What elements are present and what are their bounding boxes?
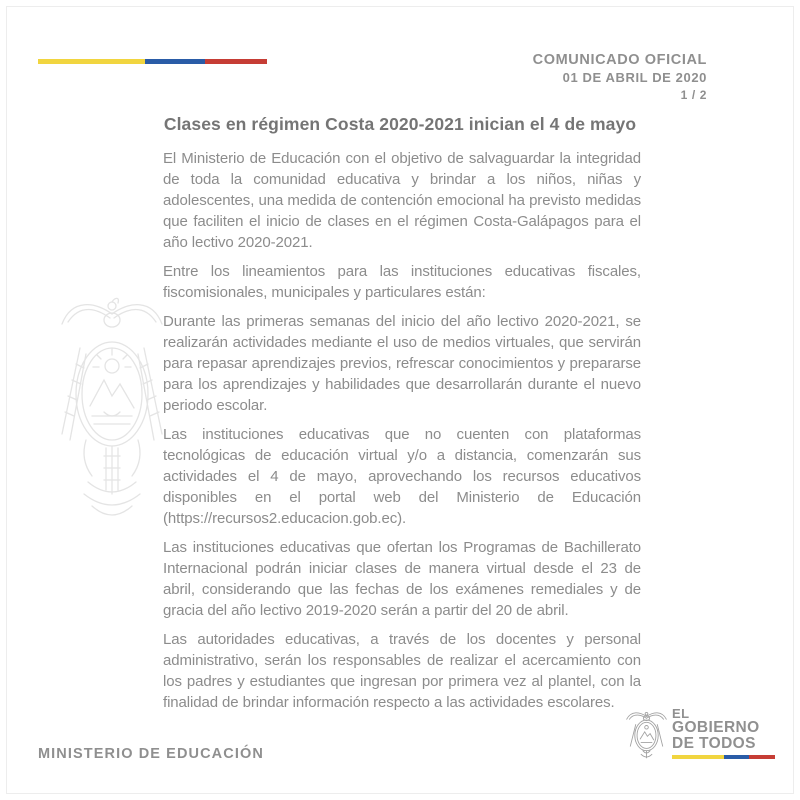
logo-text-line: EL bbox=[672, 706, 690, 721]
body-paragraph: Las instituciones educativas que ofertan los Programas de Bachillerato Internacional podrán iniciar clases de manera virtual desde el 23 de abril, considerando que las fechas de los exámenes remediales y de gracia del año lectivo 2019-2020 serán a partir del 20 de abril. bbox=[163, 539, 641, 619]
body-paragraph: Las instituciones educativas que no cuenten con plataformas tecnológicas de educación virtual y/o a distancia, comenzarán sus actividades el 4 de mayo, aprovechando los recursos educativos disponibles en el portal web del Ministerio de Educación (https://recursos2.educacion.gob.ec). bbox=[163, 426, 641, 527]
logo-text bbox=[672, 707, 775, 759]
logo-text-line: DE TODOS bbox=[672, 735, 756, 752]
flag-red-segment bbox=[749, 755, 775, 759]
communique-date: 01 DE ABRIL DE 2020 bbox=[562, 70, 707, 85]
body-paragraph: Las autoridades educativas, a través de los docentes y personal administrativo, serán los responsables de realizar el acercamiento con los padres y estudiantes que ingresan por primera vez al plantel, con la finalidad de brindar información respecto a las actividades escolares. bbox=[163, 631, 641, 711]
logo-flag-stripe bbox=[672, 755, 775, 759]
flag-blue-segment bbox=[724, 755, 750, 759]
ecuador-coat-of-arms-icon bbox=[624, 707, 669, 762]
flag-blue-segment bbox=[145, 59, 205, 64]
body-text bbox=[163, 148, 641, 721]
ecuador-flag-stripe bbox=[38, 59, 267, 64]
ministry-name: MINISTERIO DE EDUCACIÓN bbox=[38, 746, 264, 762]
logo-text-line: GOBIERNO bbox=[672, 719, 760, 736]
flag-red-segment bbox=[205, 59, 267, 64]
flag-yellow-segment bbox=[38, 59, 145, 64]
page-indicator: 1 / 2 bbox=[680, 88, 707, 102]
gobierno-de-todos-logo bbox=[624, 707, 775, 762]
header-meta bbox=[533, 52, 707, 102]
body-paragraph: Entre los lineamientos para las instituciones educativas fiscales, fiscomisionales, municipales y particulares están: bbox=[163, 263, 641, 301]
communique-type-label: COMUNICADO OFICIAL bbox=[532, 52, 707, 68]
body-paragraph: Durante las primeras semanas del inicio del año lectivo 2020-2021, se realizarán actividades mediante el uso de medios virtuales, que servirán para repasar aprendizajes previos, refrescar conocimientos y prepararse para los aprendizajes y habilidades que desarrollarán durante el nuevo periodo escolar. bbox=[163, 313, 641, 414]
ecuador-coat-of-arms-watermark bbox=[52, 283, 172, 535]
body-paragraph: El Ministerio de Educación con el objetivo de salvaguardar la integridad de toda la comunidad educativa y brindar a los niños, niñas y adolescentes, una medida de contención emocional ha previsto medidas que faciliten el inicio de clases en el régimen Costa-Galápagos para el año lectivo 2020-2021. bbox=[163, 150, 641, 251]
document-title: Clases en régimen Costa 2020-2021 inician el 4 de mayo bbox=[163, 114, 637, 134]
flag-yellow-segment bbox=[672, 755, 724, 759]
